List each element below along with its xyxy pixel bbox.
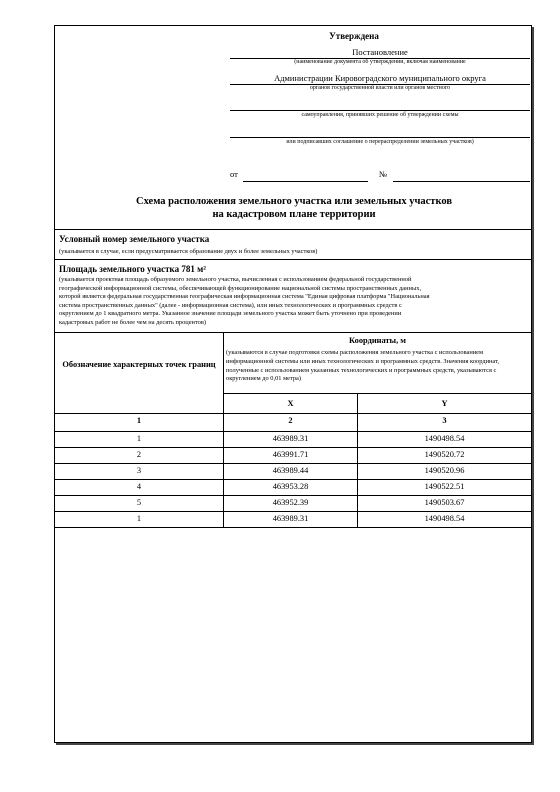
col-number: 1 xyxy=(136,416,142,425)
approval-heading: Утверждена xyxy=(329,31,379,41)
divider xyxy=(55,431,531,432)
divider xyxy=(55,413,531,414)
underline xyxy=(230,110,530,111)
y-value: 1490498.54 xyxy=(424,514,465,523)
table-row-divider xyxy=(55,479,531,480)
area-note-line: (указывается проектная площадь образуемого земельного участка, вычисленная с использованием федеральной государственной xyxy=(59,276,412,283)
point-number: 1 xyxy=(136,514,142,523)
coords-note: (указываются в случае подготовки схемы расположения земельного участка с использованием информационной системы или иных технологических и программных средств. Значения координат, полученные с использованием указанных технологических и программных средств, указываются с округлением до 0,01 метра) xyxy=(226,349,500,383)
schema-title-line1: Схема расположения земельного участка или земельных участков xyxy=(135,196,453,207)
approval-doc-name: Постановление xyxy=(352,47,408,57)
col-number: 3 xyxy=(442,416,447,425)
approval-caption-line4: или подписавших соглашение о перераспределении земельных участков) xyxy=(286,139,474,145)
table-bottom-border xyxy=(55,527,531,528)
table-row-divider xyxy=(55,495,531,496)
x-value: 463989.31 xyxy=(272,514,309,523)
area-note-line: кадастровых работ не более чем на десять процентов) xyxy=(59,318,207,326)
point-number: 3 xyxy=(136,466,142,475)
area-note-line: которой является федеральная государственная географическая информационная система "Единая цифровая платформа "Национальная xyxy=(59,293,430,301)
y-value: 1490520.96 xyxy=(424,466,465,475)
x-value: 463952.39 xyxy=(272,498,309,507)
divider xyxy=(223,393,531,394)
approval-authority-caption: органов государственной власти или органов местного xyxy=(309,85,451,91)
conditional-number-label: Условный номер земельного участка xyxy=(59,234,210,244)
y-value: 1490522.51 xyxy=(424,482,465,491)
x-value: 463953.28 xyxy=(272,482,309,491)
underline xyxy=(230,137,530,138)
coords-header: Координаты, м xyxy=(349,336,406,345)
date-label: от xyxy=(230,169,238,179)
table-row-divider xyxy=(55,511,531,512)
table-row-divider xyxy=(55,447,531,448)
area-note-line: система пространственных данных" (далее - информационная система), или иных технологических и программных средств с xyxy=(59,301,402,309)
point-number: 1 xyxy=(136,434,142,443)
conditional-number-note: (указывается в случае, если предусматривается образование двух и более земельных участков) xyxy=(59,248,318,255)
divider xyxy=(55,259,531,260)
document-frame xyxy=(54,25,532,743)
number-label: № xyxy=(379,169,388,179)
points-header: Обозначение характерных точек границ xyxy=(62,360,216,369)
approval-doc-caption: (наименование документа об утверждении, включая наименование xyxy=(294,59,466,65)
y-value: 1490503.67 xyxy=(424,498,465,507)
x-header: X xyxy=(287,399,294,408)
number-underline xyxy=(393,181,530,182)
table-top-border xyxy=(55,332,531,333)
col-number: 2 xyxy=(288,416,293,425)
schema-title-line2: на кадастровом плане территории xyxy=(212,209,376,220)
x-value: 463991.71 xyxy=(272,450,309,459)
approval-caption-line3: самоуправления, принявших решение об утверждении схемы xyxy=(301,112,459,118)
area-note-line: географической информационной системы, обеспечивающей функционирование национальной системы пространственных данных, xyxy=(59,284,422,292)
area-note xyxy=(59,276,529,328)
point-number: 5 xyxy=(136,498,142,507)
point-number: 2 xyxy=(136,450,142,459)
date-underline xyxy=(243,181,368,182)
area-note-line: округлением до 1 квадратного метра. Указанное значение площади земельного участка может быть уточнено при проведении xyxy=(59,310,402,318)
x-value: 463989.44 xyxy=(272,466,309,475)
divider xyxy=(55,229,531,230)
approval-authority: Администрации Кировоградского муниципального округа xyxy=(274,73,486,83)
y-header: Y xyxy=(441,399,448,408)
area-label: Площадь земельного участка 781 м² xyxy=(59,264,206,274)
table-row-divider xyxy=(55,463,531,464)
point-number: 4 xyxy=(136,482,142,491)
x-value: 463989.31 xyxy=(272,434,309,443)
y-value: 1490520.72 xyxy=(424,450,465,459)
y-value: 1490498.54 xyxy=(424,434,465,443)
